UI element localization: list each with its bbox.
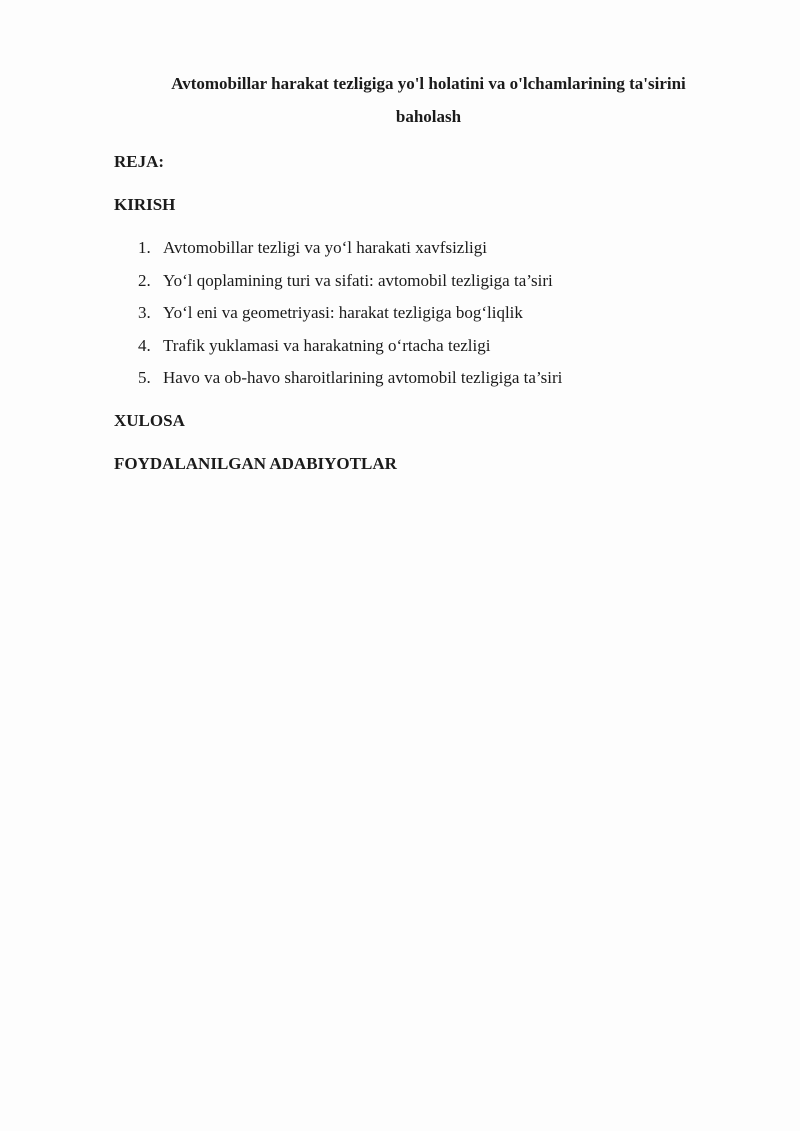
list-item	[114, 362, 743, 395]
list-item-text: Avtomobillar tezligi va yoʻl harakati xavfsizligi	[163, 238, 488, 257]
section-heading-kirish: KIRISH	[114, 195, 176, 214]
list-item-text: Trafik yuklamasi va harakatning oʻrtacha tezligi	[163, 335, 491, 355]
list-item	[114, 232, 743, 265]
list-item-number: 5.	[138, 368, 151, 387]
list-item-text: Yoʻl qoplamining turi va sifati: avtomobil tezligiga ta’siri	[163, 270, 553, 290]
list-item	[114, 265, 743, 298]
list-item	[114, 297, 743, 330]
document-title-line-2: baholash	[395, 107, 462, 126]
document-title	[114, 67, 743, 133]
list-item-number: 1.	[138, 238, 151, 257]
list-item-number: 3.	[138, 303, 151, 322]
section-heading-reja: REJA:	[114, 152, 165, 171]
document-title-line-1: Avtomobillar harakat tezligiga yo'l holatini va o'lchamlarining ta'sirini	[171, 74, 686, 93]
numbered-list	[114, 232, 743, 395]
list-item	[114, 330, 743, 363]
list-item-text: Havo va ob-havo sharoitlarining avtomobil tezligiga ta’siri	[163, 368, 563, 387]
list-item-number: 2.	[138, 270, 151, 290]
section-heading-xulosa: XULOSA	[114, 410, 185, 430]
list-item-number: 4.	[138, 335, 151, 355]
section-heading-adabiyotlar: FOYDALANILGAN ADABIYOTLAR	[114, 453, 397, 473]
list-item-text: Yoʻl eni va geometriyasi: harakat tezligiga bogʻliqlik	[163, 303, 523, 322]
